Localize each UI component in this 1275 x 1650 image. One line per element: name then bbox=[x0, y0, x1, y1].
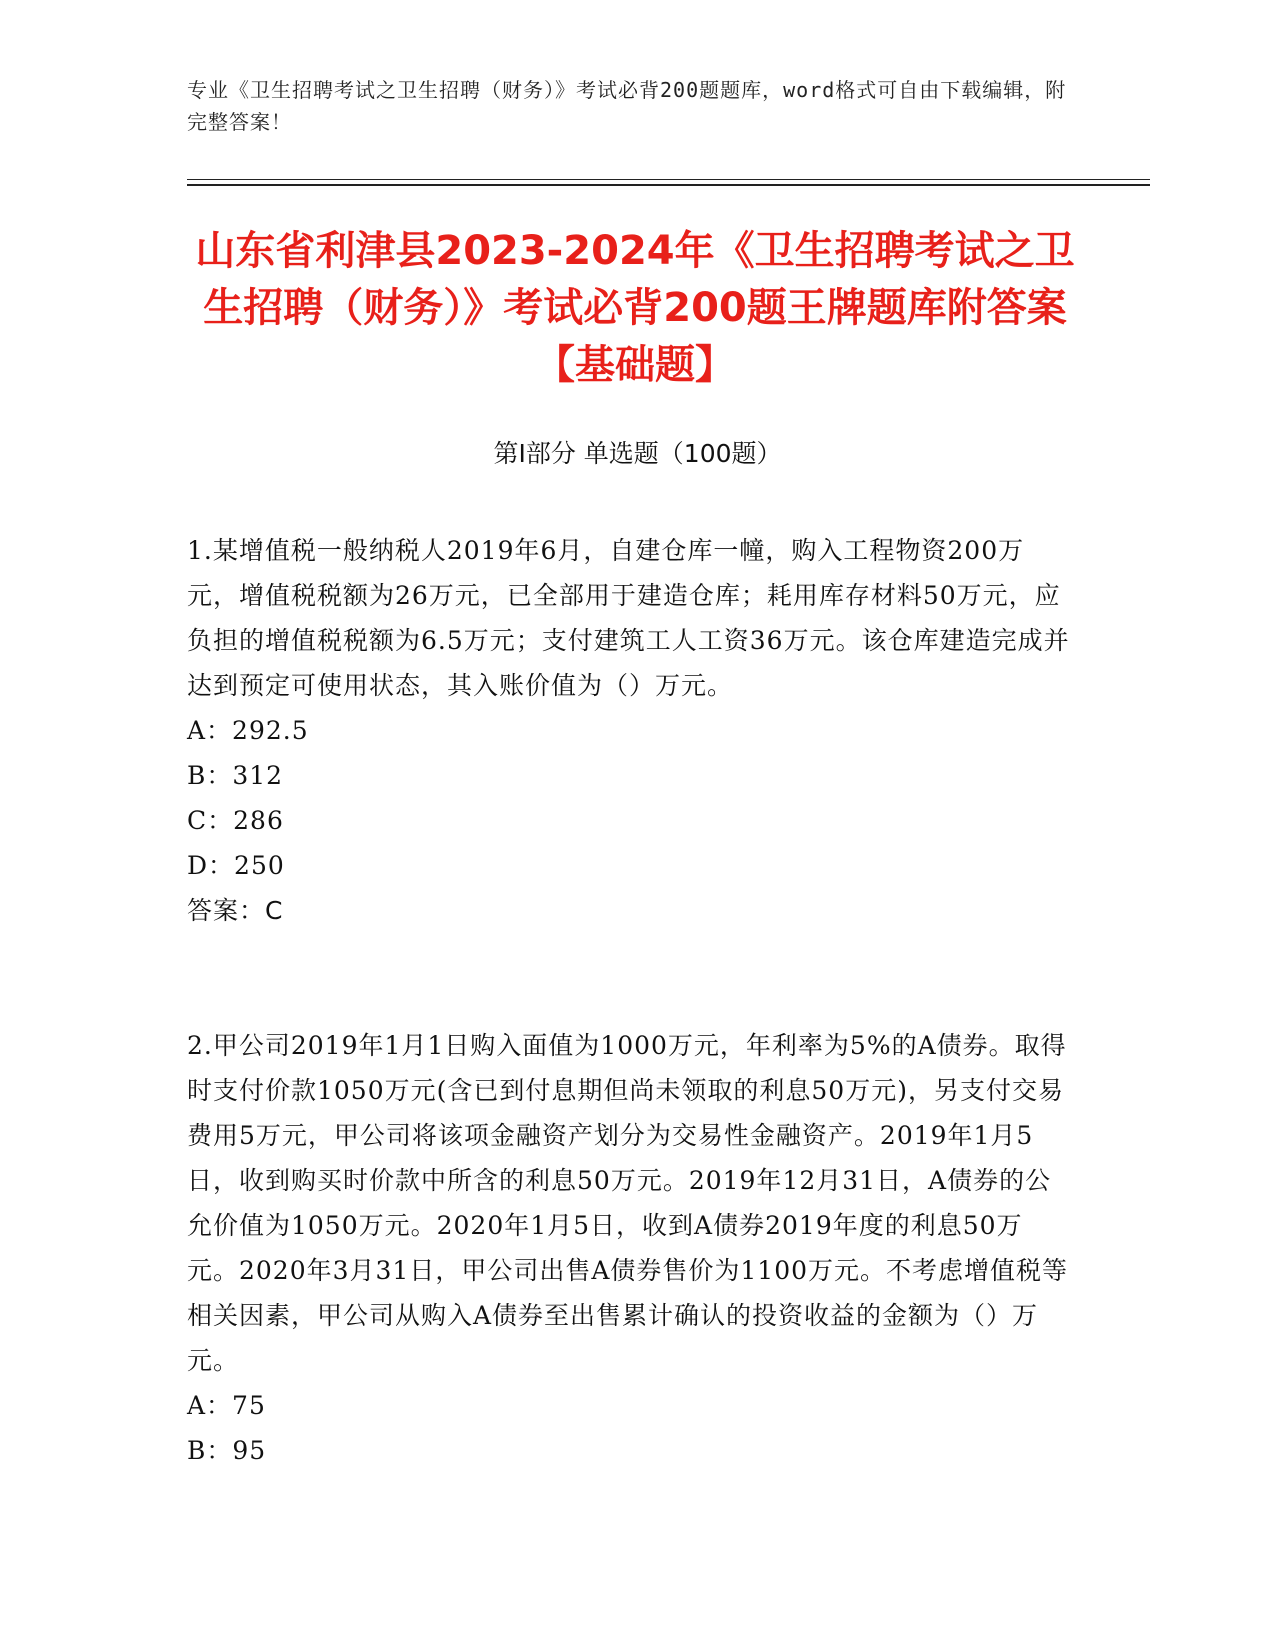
option-c: C：286 bbox=[187, 806, 284, 835]
header-divider-bottom bbox=[187, 184, 1150, 186]
question-2 bbox=[187, 1023, 1072, 1473]
question-text: 2.甲公司2019年1月1日购入面值为1000万元，年利率为5%的A债券。取得时支付价款1050万元(含已到付息期但尚未领取的利息50万元)，另支付交易费用5万元，甲公司将该项金融资产划分为交易性金融资产。2019年1月5日，收到购买时价款中所含的利息50万元。2019年12月31日，A债券的公允价值为1050万元。2020年1月5日，收到A债券2019年度的利息50万元。2020年3月31日，甲公司出售A债券售价为1100万元。不考虑增值税等相关因素，甲公司从购入A债券至出售累计确认的投资收益的金额为（）万元。 bbox=[187, 1031, 1069, 1375]
option-b: B：95 bbox=[187, 1436, 267, 1465]
document-title: 山东省利津县2023-2024年《卫生招聘考试之卫生招聘（财务）》考试必背200题王牌题库附答案【基础题】 bbox=[195, 228, 1075, 388]
option-b: B：312 bbox=[187, 761, 284, 790]
header-note: 专业《卫生招聘考试之卫生招聘（财务）》考试必背200题题库，word格式可自由下载编辑，附完整答案！ bbox=[187, 78, 1067, 134]
question-text: 1.某增值税一般纳税人2019年6月，自建仓库一幢，购入工程物资200万元，增值税税额为26万元，已全部用于建造仓库；耗用库存材料50万元，应负担的增值税税额为6.5万元；支付建筑工人工资36万元。该仓库建造完成并达到预定可使用状态，其入账价值为（）万元。 bbox=[187, 536, 1070, 700]
option-a: A：75 bbox=[187, 1391, 266, 1420]
option-a: A：292.5 bbox=[187, 716, 309, 745]
header-divider-top bbox=[187, 179, 1150, 180]
answer-line: 答案：C bbox=[187, 896, 284, 925]
section-title: 第I部分 单选题（100题） bbox=[493, 439, 782, 468]
question-1 bbox=[187, 528, 1072, 933]
option-d: D：250 bbox=[187, 851, 285, 880]
